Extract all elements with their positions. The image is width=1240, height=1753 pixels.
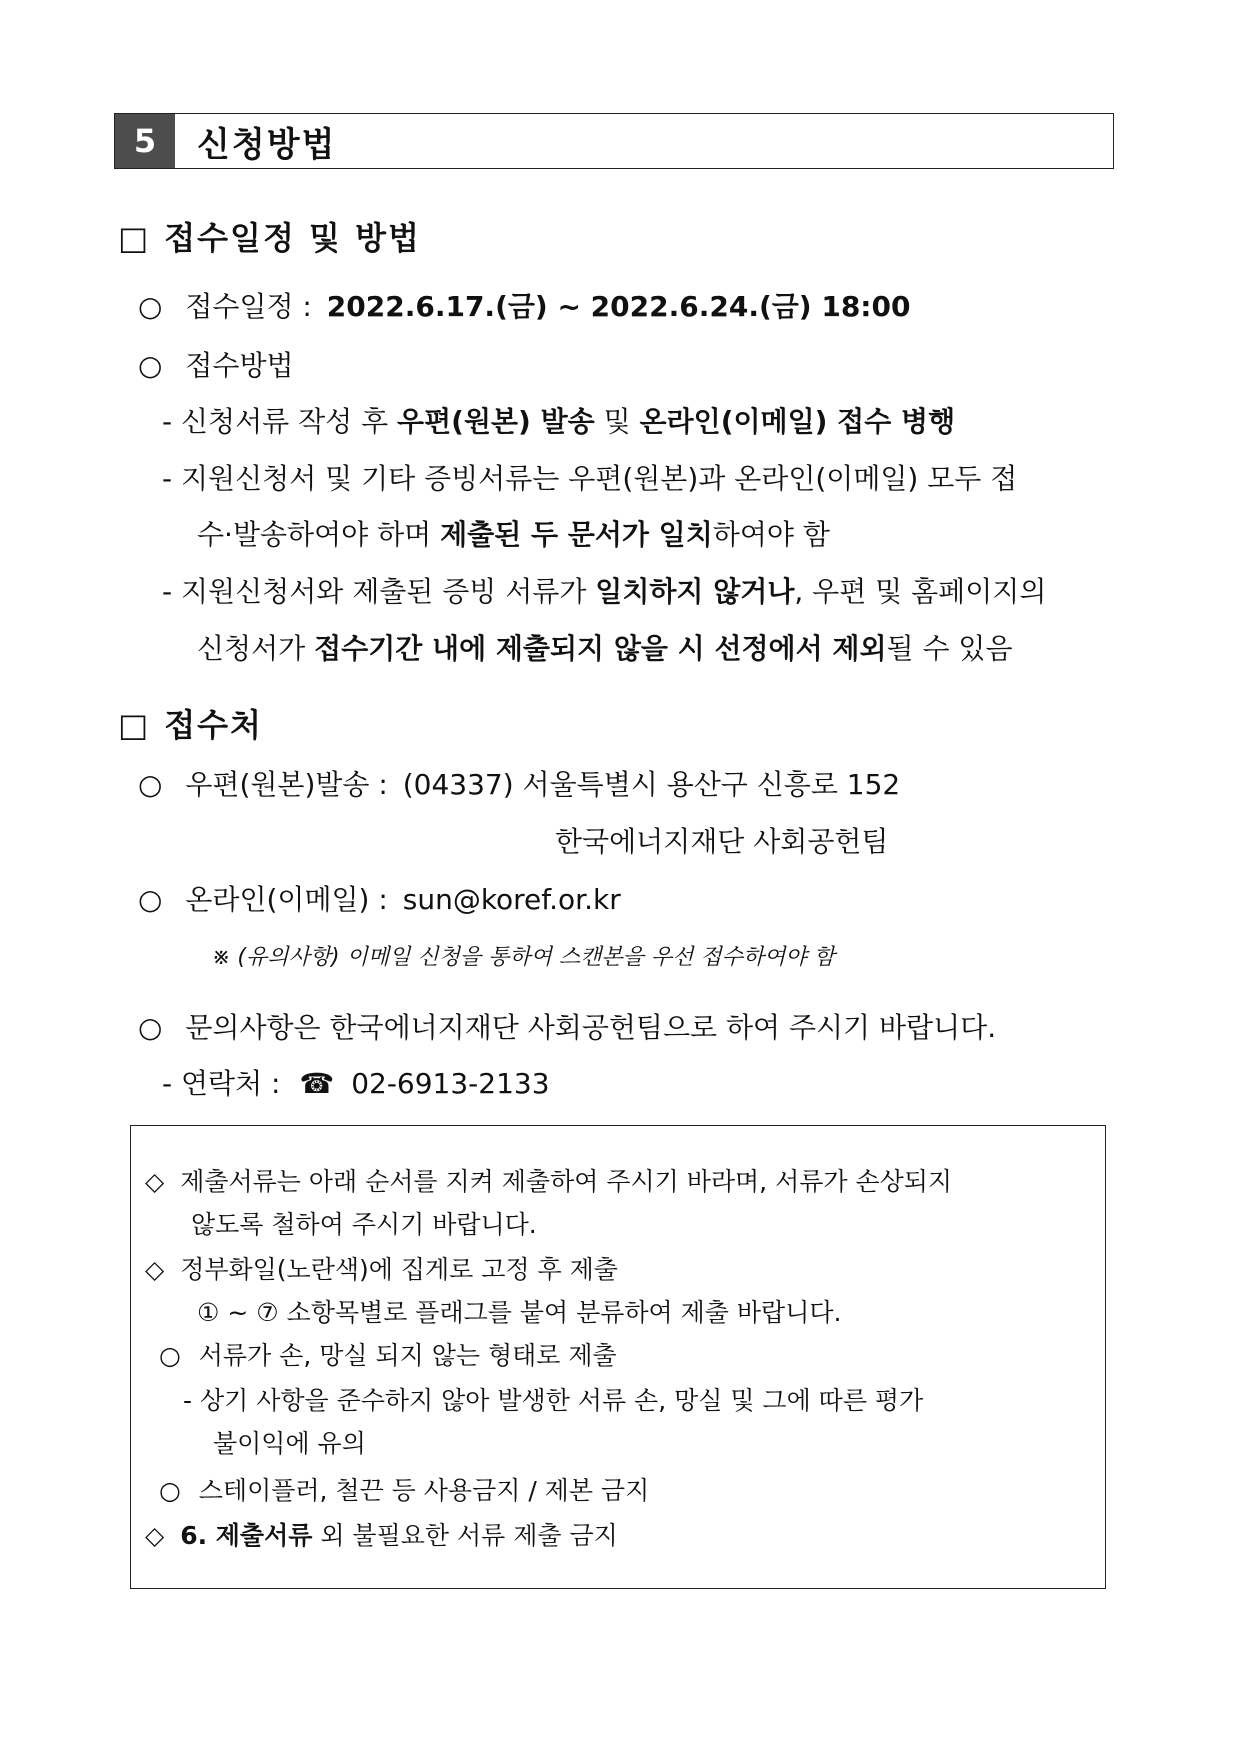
email-note: ※ (유의사항) 이메일 신청을 통하여 스캔본을 우선 접수하여야 함 xyxy=(212,945,835,970)
inquiry-text: 문의사항은 한국에너지재단 사회공헌팀으로 하여 주시기 바랍니다. xyxy=(185,1011,997,1044)
schedule-date-value: 2022.6.17.(금) ~ 2022.6.24.(금) 18:00 xyxy=(326,290,911,323)
contact-phone: 02-6913-2133 xyxy=(351,1067,550,1100)
notice-line-4: ① ~ ⑦ 소항목별로 플래그를 붙여 분류하여 제출 바랍니다. xyxy=(197,1298,842,1327)
post-org: 한국에너지재단 사회공헌팀 xyxy=(555,825,889,858)
notice-line-3: ◇ 정부화일(노란색)에 집게로 고정 후 제출 xyxy=(145,1255,618,1284)
circle-bullet-icon: ○ xyxy=(138,1011,163,1044)
schedule-method-label: 접수방법 xyxy=(185,349,294,382)
post-address: (04337) 서울특별시 용산구 신흥로 152 xyxy=(402,768,901,801)
notice-line-7: 불이익에 유의 xyxy=(213,1429,366,1458)
method-line-3: 수·발송하여야 하며 제출된 두 문서가 일치하여야 함 xyxy=(197,518,830,551)
diamond-bullet-icon: ◇ xyxy=(145,1167,165,1196)
schedule-method-row xyxy=(138,344,294,384)
method-line-1: - 신청서류 작성 후 우편(원본) 발송 및 온라인(이메일) 접수 병행 xyxy=(162,405,956,438)
inquiry-row xyxy=(138,1006,996,1046)
online-label: 온라인(이메일) : xyxy=(185,883,388,916)
online-email[interactable]: sun@koref.or.kr xyxy=(402,883,621,916)
square-bullet-icon: □ xyxy=(118,219,151,257)
post-label: 우편(원본)발송 : xyxy=(185,768,388,801)
method-line-5: 신청서가 접수기간 내에 제출되지 않을 시 선정에서 제외될 수 있음 xyxy=(197,632,1013,665)
square-bullet-icon: □ xyxy=(118,706,151,744)
notice-line-2: 않도록 철하여 주시기 바랍니다. xyxy=(191,1210,537,1239)
notice-line-5: ○ 서류가 손, 망실 되지 않는 형태로 제출 xyxy=(159,1341,617,1370)
circle-bullet-icon: ○ xyxy=(138,349,163,382)
notice-line-8: ○ 스테이플러, 철끈 등 사용금지 / 제본 금지 xyxy=(159,1476,650,1505)
post-row xyxy=(138,763,900,803)
method-line-4: - 지원신청서와 제출된 증빙 서류가 일치하지 않거나, 우편 및 홈페이지의 xyxy=(162,575,1047,608)
circle-bullet-icon: ○ xyxy=(138,768,163,801)
notice-line-6: - 상기 사항을 준수하지 않아 발생한 서류 손, 망실 및 그에 따른 평가 xyxy=(183,1386,924,1415)
circle-bullet-icon: ○ xyxy=(159,1476,181,1505)
schedule-date-label: 접수일정 : xyxy=(185,290,312,323)
notice-line-9: ◇ 6. 제출서류 외 불필요한 서류 제출 금지 xyxy=(145,1521,618,1550)
section-title: 신청방법 xyxy=(197,124,337,165)
diamond-bullet-icon: ◇ xyxy=(145,1521,165,1550)
method-line-2: - 지원신청서 및 기타 증빙서류는 우편(원본)과 온라인(이메일) 모두 접 xyxy=(162,462,1018,495)
contact-row xyxy=(162,1062,550,1102)
circle-bullet-icon: ○ xyxy=(138,883,163,916)
schedule-heading: □ 접수일정 및 방법 xyxy=(118,219,421,257)
circle-bullet-icon: ○ xyxy=(159,1341,181,1370)
diamond-bullet-icon: ◇ xyxy=(145,1255,165,1284)
contact-label: - 연락처 : xyxy=(162,1067,281,1100)
receiver-heading: □ 접수처 xyxy=(118,706,263,744)
circle-bullet-icon: ○ xyxy=(138,290,163,323)
schedule-date-row xyxy=(138,285,910,325)
section-header xyxy=(114,113,1114,169)
notice-line-1: ◇ 제출서류는 아래 순서를 지켜 제출하여 주시기 바라며, 서류가 손상되지 xyxy=(145,1167,953,1196)
section-number: 5 xyxy=(115,114,175,168)
phone-icon: ☎ xyxy=(299,1067,335,1100)
online-row xyxy=(138,878,621,918)
notice-box xyxy=(130,1125,1106,1589)
